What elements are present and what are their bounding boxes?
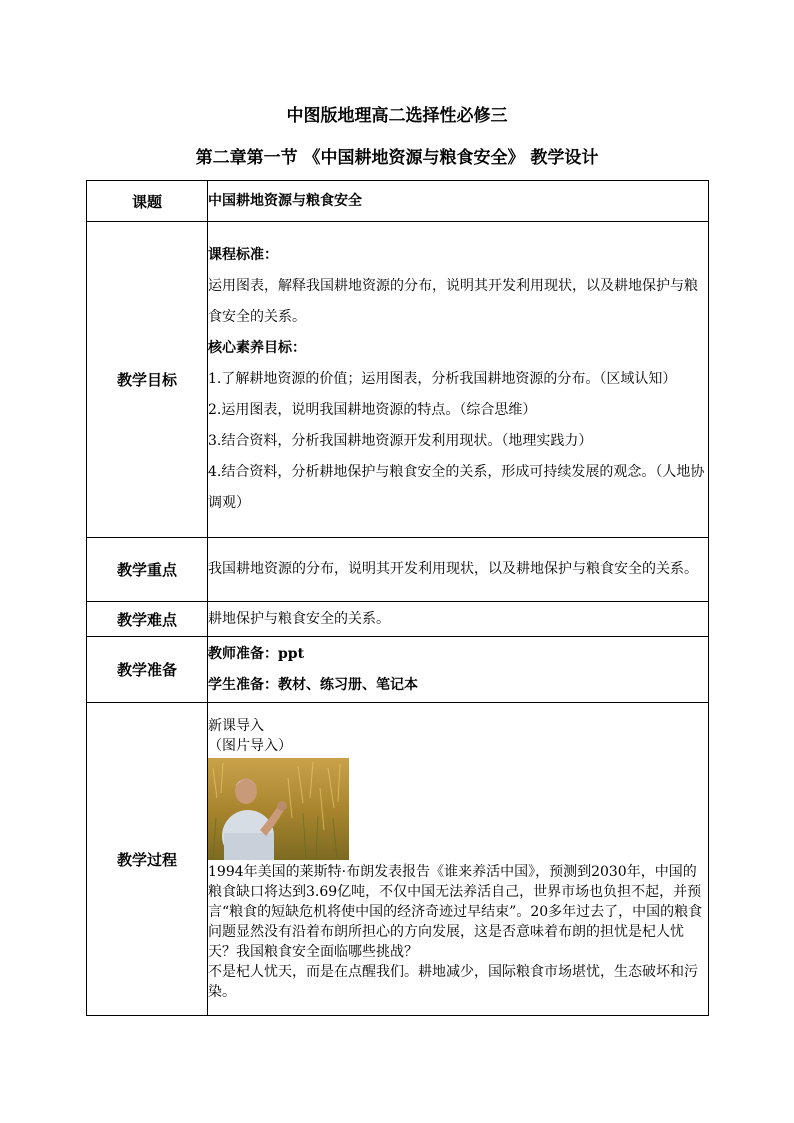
row-key-points — [87, 538, 709, 602]
label-process: 教学过程 — [87, 703, 208, 1016]
process-content — [208, 703, 709, 1016]
objective-item: 2.运用图表，说明我国耕地资源的特点。（综合思维） — [208, 402, 537, 418]
document-subtitle: 第二章第一节 《中国耕地资源与粮食安全》 教学设计 — [195, 148, 599, 168]
story-paragraph: 1994年美国的莱斯特·布朗发表报告《谁来养活中国》，预测到2030年，中国的粮食缺口将达到3.69亿吨，不仅中国无法养活自己，世界市场也负担不起，并预言“粮食的短缺危机将使中国的经济奇迹过早结束”。20多年过去了，中国的粮食问题显然没有沿着布朗所担心的方向发展，这是否意味着布朗的担忧是杞人忧天？我国粮食安全面临哪些挑战？ — [208, 864, 703, 960]
label-topic: 课题 — [87, 181, 208, 222]
student-preparation: 学生准备：教材、练习册、笔记本 — [208, 676, 418, 693]
objective-item: 4.结合资料，分析耕地保护与粮食安全的关系，形成可持续发展的观念。（人地协调观） — [208, 464, 705, 511]
curriculum-heading: 课程标准： — [208, 247, 278, 263]
label-key-points: 教学重点 — [87, 538, 208, 602]
core-heading: 核心素养目标： — [208, 340, 306, 356]
difficulties-text: 耕地保护与粮食安全的关系。 — [208, 602, 709, 637]
document-title: 中图版地理高二选择性必修三 — [286, 106, 508, 126]
row-preparation — [87, 637, 709, 703]
label-preparation: 教学准备 — [87, 637, 208, 703]
objective-item: 3.结合资料，分析我国耕地资源开发利用现状。（地理实践力） — [208, 433, 593, 449]
rice-field-photo — [208, 758, 349, 860]
label-difficulties: 教学难点 — [87, 602, 208, 637]
teacher-preparation: 教师准备：ppt — [208, 645, 305, 662]
intro-heading: 新课导入 — [208, 718, 264, 734]
curriculum-text: 运用图表，解释我国耕地资源的分布，说明其开发利用现状，以及耕地保护与粮食安全的关系。 — [208, 278, 698, 325]
row-difficulties — [87, 602, 709, 637]
answer-paragraph: 不是杞人忧天，而是在点醒我们。耕地减少，国际粮食市场堪忧，生态破坏和污染。 — [208, 964, 698, 1000]
topic-value: 中国耕地资源与粮食安全 — [208, 181, 709, 222]
row-topic — [87, 181, 709, 222]
label-objectives: 教学目标 — [87, 222, 208, 538]
row-objectives — [87, 222, 709, 538]
key-points-text: 我国耕地资源的分布，说明其开发利用现状，以及耕地保护与粮食安全的关系。 — [208, 538, 709, 602]
preparation-content — [208, 637, 709, 703]
objectives-content — [208, 222, 709, 538]
objective-item: 1.了解耕地资源的价值；运用图表，分析我国耕地资源的分布。（区域认知） — [208, 371, 677, 387]
row-process — [87, 703, 709, 1016]
lesson-plan-table — [86, 180, 709, 1016]
image-intro-label: （图片导入） — [208, 738, 292, 754]
